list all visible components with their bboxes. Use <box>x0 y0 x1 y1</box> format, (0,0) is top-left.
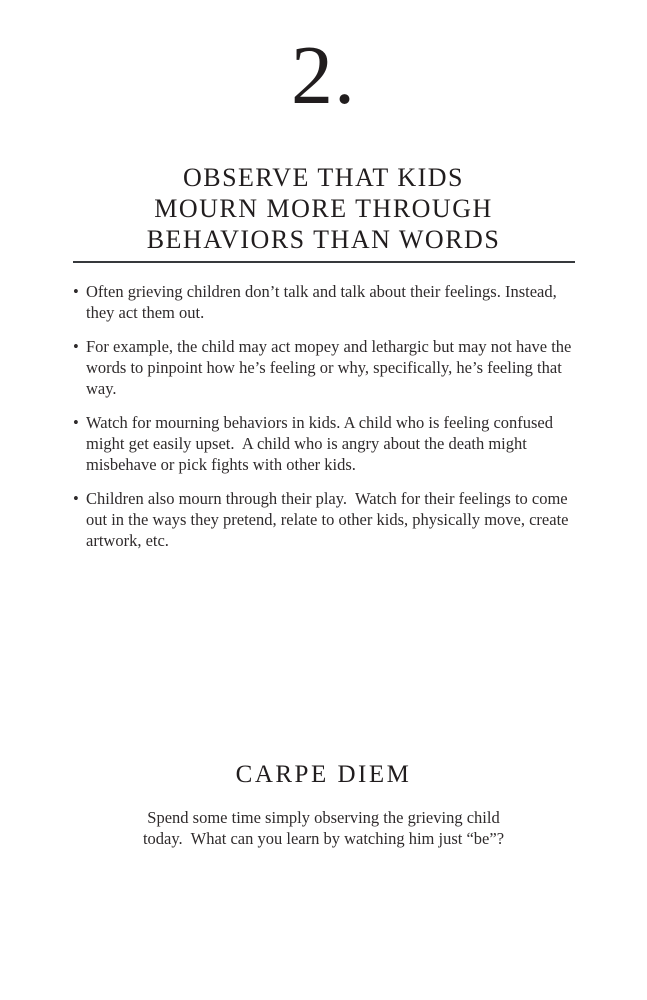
bullet-item: • Often grieving children don’t talk and talk about their feelings. Instead, they act them out. <box>73 281 577 323</box>
bullet-item: • Watch for mourning behaviors in kids. A child who is feeling confused might get easily upset. A child who is angry about the death might misbehave or pick fights with other kids. <box>73 412 577 475</box>
divider-rule <box>73 261 575 263</box>
chapter-title-line-1: OBSERVE THAT KIDS <box>182 163 465 192</box>
chapter-number: 2. <box>291 29 356 122</box>
bullet-item: • Children also mourn through their play. Watch for their feelings to come out in the ways they pretend, relate to other kids, physically move, create artwork, etc. <box>73 488 577 551</box>
chapter-title-line-3: BEHAVIORS THAN WORDS <box>146 225 501 254</box>
chapter-title-line-2: MOURN MORE THROUGH <box>154 194 493 223</box>
chapter-title <box>40 162 607 255</box>
carpe-diem-text-line-1: Spend some time simply observing the grieving child <box>147 808 500 827</box>
carpe-diem-text-line-2: today. What can you learn by watching him just “be”? <box>142 829 505 848</box>
carpe-diem-text <box>0 807 647 849</box>
bullet-item: • For example, the child may act mopey and lethargic but may not have the words to pinpoint how he’s feeling or why, specifically, he’s feeling that way. <box>73 336 577 399</box>
bullet-list <box>73 281 577 551</box>
carpe-diem-heading: CARPE DIEM <box>235 761 412 788</box>
